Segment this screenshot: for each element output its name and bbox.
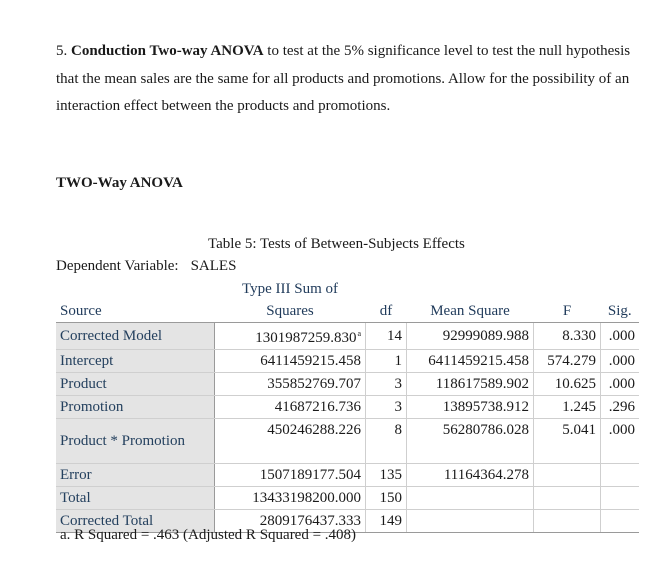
table-row bbox=[56, 419, 639, 464]
row-sig: .000 bbox=[601, 373, 640, 396]
row-f: 5.041 bbox=[534, 419, 601, 464]
anova-table bbox=[56, 278, 639, 533]
table-row bbox=[56, 487, 639, 510]
row-ms bbox=[407, 487, 534, 510]
row-df: 3 bbox=[366, 396, 407, 419]
row-ss: 450246288.226 bbox=[215, 419, 366, 464]
row-df: 3 bbox=[366, 373, 407, 396]
table-row bbox=[56, 350, 639, 373]
header-ss-line2: Squares bbox=[215, 300, 366, 323]
row-ms: 56280786.028 bbox=[407, 419, 534, 464]
row-sig: .000 bbox=[601, 350, 640, 373]
row-sig bbox=[601, 487, 640, 510]
row-df: 1 bbox=[366, 350, 407, 373]
row-sig: .000 bbox=[601, 323, 640, 350]
table-title: Table 5: Tests of Between-Subjects Effects bbox=[208, 236, 465, 252]
row-source: Promotion bbox=[56, 396, 215, 419]
header-mean-square: Mean Square bbox=[407, 300, 534, 323]
row-sig: .296 bbox=[601, 396, 640, 419]
row-f bbox=[534, 464, 601, 487]
row-source: Product * Promotion bbox=[56, 419, 215, 464]
row-ss: 2809176437.333 bbox=[215, 510, 366, 533]
dependent-variable-value: SALES bbox=[190, 258, 237, 274]
row-ms: 11164364.278 bbox=[407, 464, 534, 487]
row-df: 8 bbox=[366, 419, 407, 464]
table-row bbox=[56, 323, 639, 350]
question-number: 5. bbox=[56, 43, 68, 59]
row-ss: 6411459215.458 bbox=[215, 350, 366, 373]
row-df: 150 bbox=[366, 487, 407, 510]
row-sig bbox=[601, 510, 640, 533]
footnote-marker: a bbox=[357, 329, 361, 338]
row-ss: 41687216.736 bbox=[215, 396, 366, 419]
row-f: 574.279 bbox=[534, 350, 601, 373]
header-f: F bbox=[534, 300, 601, 323]
row-df: 14 bbox=[366, 323, 407, 350]
header-df: df bbox=[366, 300, 407, 323]
section-heading: TWO-Way ANOVA bbox=[56, 175, 183, 191]
row-ms: 92999089.988 bbox=[407, 323, 534, 350]
row-ss: 1507189177.504 bbox=[215, 464, 366, 487]
row-ss: 13433198200.000 bbox=[215, 487, 366, 510]
row-ms: 13895738.912 bbox=[407, 396, 534, 419]
table-row bbox=[56, 464, 639, 487]
row-source: Corrected Total bbox=[56, 510, 215, 533]
row-ms: 118617589.902 bbox=[407, 373, 534, 396]
table-footnote: a. R Squared = .463 (Adjusted R Squared = .408) bbox=[60, 527, 357, 543]
row-source: Product bbox=[56, 373, 215, 396]
row-df: 135 bbox=[366, 464, 407, 487]
row-f bbox=[534, 487, 601, 510]
row-source: Intercept bbox=[56, 350, 215, 373]
row-ss: 1301987259.830$^a$ bbox=[215, 323, 366, 350]
row-source: Corrected Model bbox=[56, 323, 215, 350]
row-f: 10.625 bbox=[534, 373, 601, 396]
row-f bbox=[534, 510, 601, 533]
header-source: Source bbox=[56, 300, 215, 323]
row-source: Error bbox=[56, 464, 215, 487]
row-sig bbox=[601, 464, 640, 487]
question-text bbox=[56, 38, 646, 121]
row-ss: 355852769.707 bbox=[215, 373, 366, 396]
dependent-variable-label: Dependent Variable: bbox=[56, 258, 179, 274]
table-row bbox=[56, 373, 639, 396]
dependent-variable bbox=[56, 258, 236, 275]
row-df: 149 bbox=[366, 510, 407, 533]
header-sig: Sig. bbox=[601, 300, 640, 323]
row-ms bbox=[407, 510, 534, 533]
table-row bbox=[56, 396, 639, 419]
question-body: to test at the 5% significance level to test the null hypothesis that the mean sales are the same for all products and promotions. Allow for the possibility of an interaction effect between the products and promotions. bbox=[56, 43, 631, 114]
row-f: 1.245 bbox=[534, 396, 601, 419]
row-source: Total bbox=[56, 487, 215, 510]
row-ms: 6411459215.458 bbox=[407, 350, 534, 373]
header-blank bbox=[56, 278, 215, 300]
header-ss-line1: Type III Sum of bbox=[241, 281, 338, 297]
question-bold-lead: Conduction Two-way ANOVA bbox=[71, 43, 264, 59]
row-sig: .000 bbox=[601, 419, 640, 464]
row-f: 8.330 bbox=[534, 323, 601, 350]
